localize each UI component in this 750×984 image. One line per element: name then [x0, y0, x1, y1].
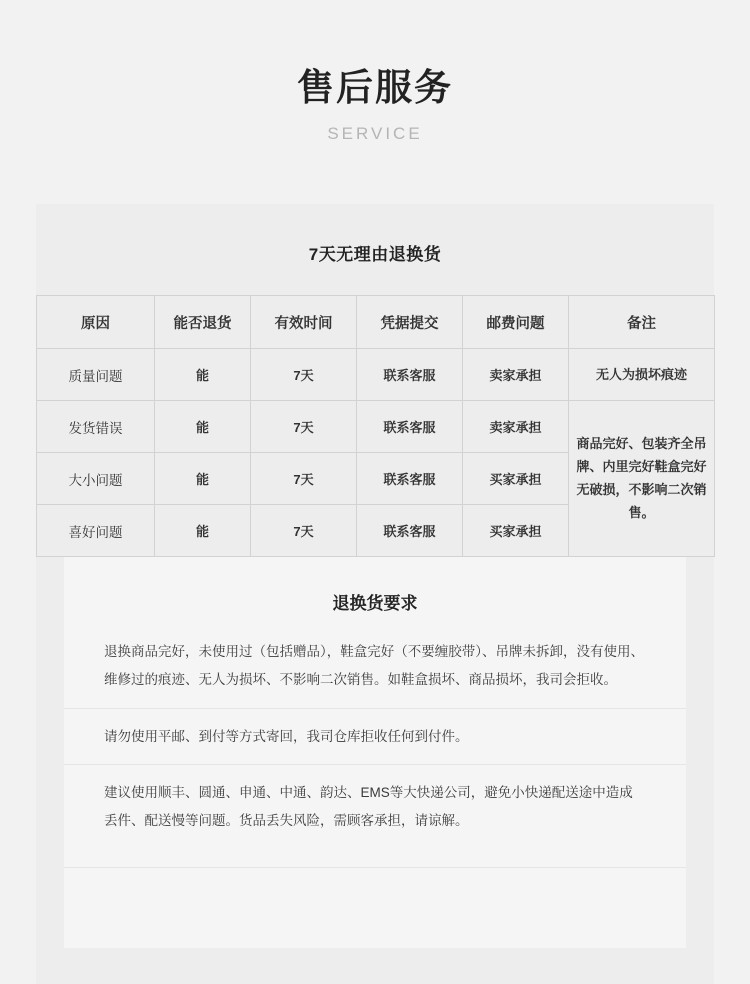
requirements-divider — [64, 867, 686, 902]
cell-reason: 发货错误 — [37, 401, 155, 453]
cell-period: 7天 — [251, 453, 357, 505]
service-panel — [36, 204, 714, 983]
return-policy-table — [36, 295, 715, 557]
cell-proof: 联系客服 — [357, 453, 463, 505]
cell-period: 7天 — [251, 349, 357, 401]
cell-period: 7天 — [251, 401, 357, 453]
table-row — [37, 401, 715, 453]
column-header-note: 备注 — [569, 296, 715, 349]
page-subtitle: SERVICE — [327, 124, 423, 144]
cell-proof: 联系客服 — [357, 401, 463, 453]
column-header-reason: 原因 — [37, 296, 155, 349]
cell-shipping: 买家承担 — [463, 505, 569, 557]
cell-returnable: 能 — [155, 505, 251, 557]
cell-shipping: 买家承担 — [463, 453, 569, 505]
cell-returnable: 能 — [155, 349, 251, 401]
page-header — [0, 0, 750, 144]
requirements-paragraph: 建议使用顺丰、圆通、申通、中通、韵达、EMS等大快递公司，避免小快递配送途中造成丢件、配送慢等问题。货品丢失风险，需顾客承担，请谅解。 — [64, 764, 686, 848]
column-header-returnable: 能否退货 — [155, 296, 251, 349]
page-title: 售后服务 — [297, 67, 453, 108]
cell-reason: 质量问题 — [37, 349, 155, 401]
cell-note: 无人为损坏痕迹 — [569, 349, 715, 401]
requirements-paragraph: 退换商品完好，未使用过（包括赠品），鞋盒完好（不要缠胶带）、吊牌未拆卸，没有使用、维修过的痕迹、无人为损坏、不影响二次销售。如鞋盒损坏、商品损坏，我司会拒收。 — [104, 644, 644, 688]
column-header-proof: 凭据提交 — [357, 296, 463, 349]
cell-period: 7天 — [251, 505, 357, 557]
column-header-shipping: 邮费问题 — [463, 296, 569, 349]
table-row — [37, 349, 715, 401]
cell-reason: 喜好问题 — [37, 505, 155, 557]
cell-shipping: 卖家承担 — [463, 349, 569, 401]
cell-proof: 联系客服 — [357, 349, 463, 401]
cell-returnable: 能 — [155, 453, 251, 505]
return-requirements-box — [64, 557, 686, 947]
requirements-paragraph: 请勿使用平邮、到付等方式寄回，我司仓库拒收任何到付件。 — [64, 708, 686, 765]
cell-merged-note: 商品完好、包装齐全吊牌、内里完好鞋盒完好无破损，不影响二次销售。 — [569, 401, 715, 557]
requirements-title: 退换货要求 — [332, 594, 418, 614]
table-title: 7天无理由退换货 — [308, 245, 442, 265]
cell-returnable: 能 — [155, 401, 251, 453]
table-header-row — [37, 296, 715, 349]
cell-shipping: 卖家承担 — [463, 401, 569, 453]
column-header-period: 有效时间 — [251, 296, 357, 349]
cell-reason: 大小问题 — [37, 453, 155, 505]
cell-proof: 联系客服 — [357, 505, 463, 557]
